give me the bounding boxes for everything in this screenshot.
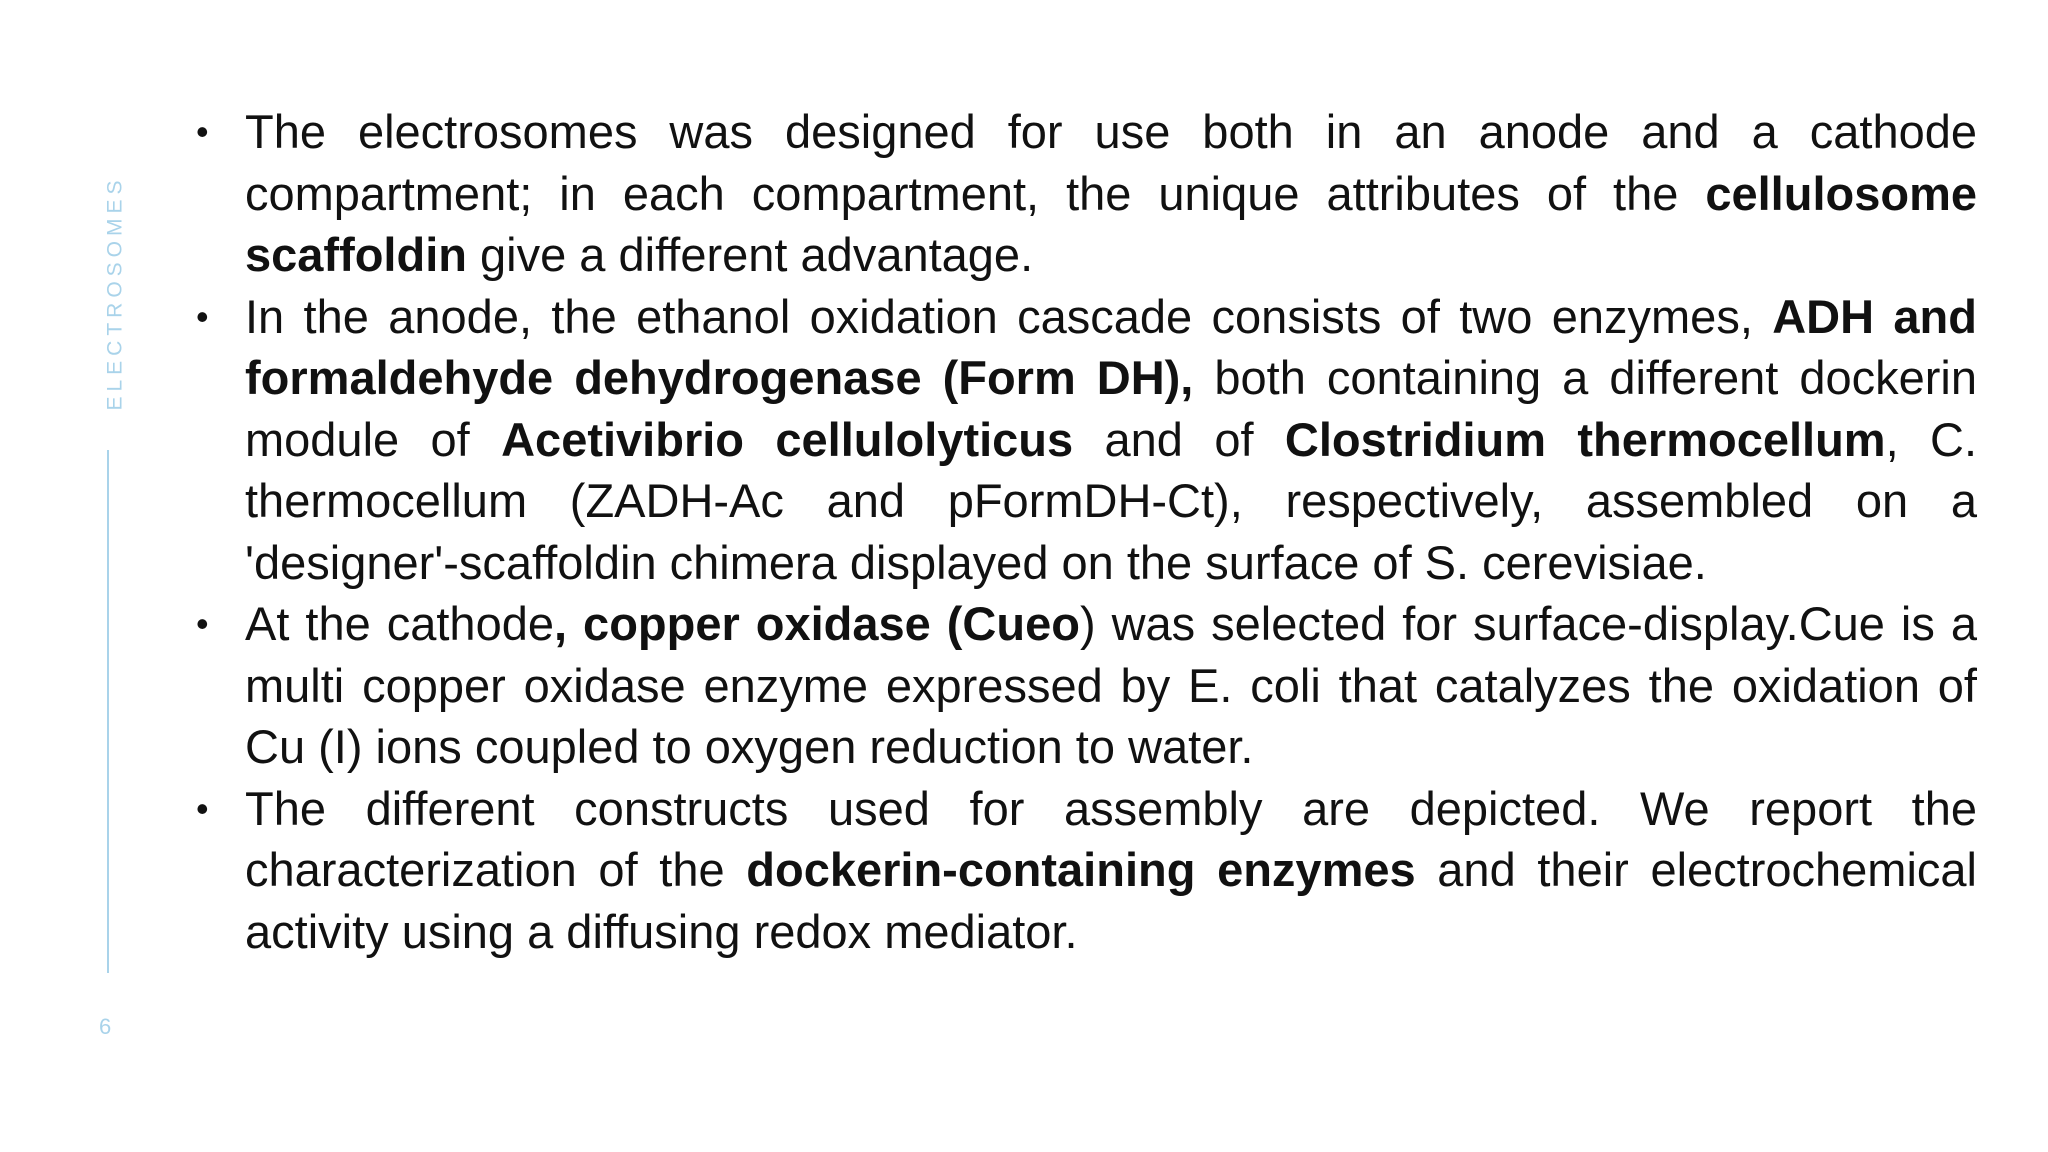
bullet-text [245, 597, 1977, 773]
side-divider-line [107, 450, 109, 973]
text-segment: and their electrochemical activity using a diffusing redox mediator. [245, 843, 1977, 958]
text-segment: and of [1073, 412, 1285, 466]
text-segment: At the cathode [245, 597, 554, 650]
text-segment: In the anode, the ethanol oxidation cascade consists of two enzymes, [245, 289, 1773, 343]
side-section-label [95, 175, 137, 411]
bullet-item [196, 593, 1977, 778]
bullet-item [196, 101, 1977, 286]
bold-term: Acetivibrio cellulolyticus [501, 412, 1074, 466]
bullet-dot-icon: • [196, 603, 209, 644]
bullet-item [196, 286, 1977, 594]
bullet-list [196, 101, 1977, 962]
page-number: 6 [99, 1014, 112, 1039]
text-segment: ) was selected for surface-display.Cue is a multi copper oxidase enzyme expressed by E. coli that catalyzes the oxidation of Cu (I) ions coupled to oxygen reduction to water. [245, 597, 1977, 773]
text-segment: , C. thermocellum (ZADH-Ac and pFormDH-Ct), respectively, assembled on a 'designer'-scaffoldin chimera displayed on the surface of S. cerevisiae. [245, 412, 1978, 589]
bold-term: ADH and formaldehyde dehydrogenase (Form DH), [245, 289, 1977, 404]
bullet-item [196, 778, 1977, 963]
bold-term: cellulosome scaffoldin [245, 166, 1977, 281]
section-title-vertical: ELECTROSOMES [104, 175, 128, 411]
bullet-text [245, 782, 1977, 958]
text-segment: The electrosomes was designed for use both in an anode and a cathode compartment; in each compartment, the unique attributes of the [245, 105, 1977, 220]
bold-term: Clostridium thermocellum [1284, 412, 1886, 466]
bullet-dot-icon: • [196, 787, 209, 829]
bold-term: , copper oxidase (Cueo [554, 597, 1080, 650]
bold-term: dockerin-containing enzymes [746, 843, 1416, 896]
bullet-dot-icon: • [196, 111, 209, 152]
text-segment: give a different advantage. [466, 228, 1034, 281]
text-segment: both containing a different dockerin module of [245, 351, 1977, 466]
bullet-dot-icon: • [196, 295, 209, 337]
bullet-text [245, 105, 1977, 281]
text-segment: The different constructs used for assembly are depicted. We report the characterization of the [245, 781, 1977, 896]
bullet-text [245, 290, 1977, 589]
